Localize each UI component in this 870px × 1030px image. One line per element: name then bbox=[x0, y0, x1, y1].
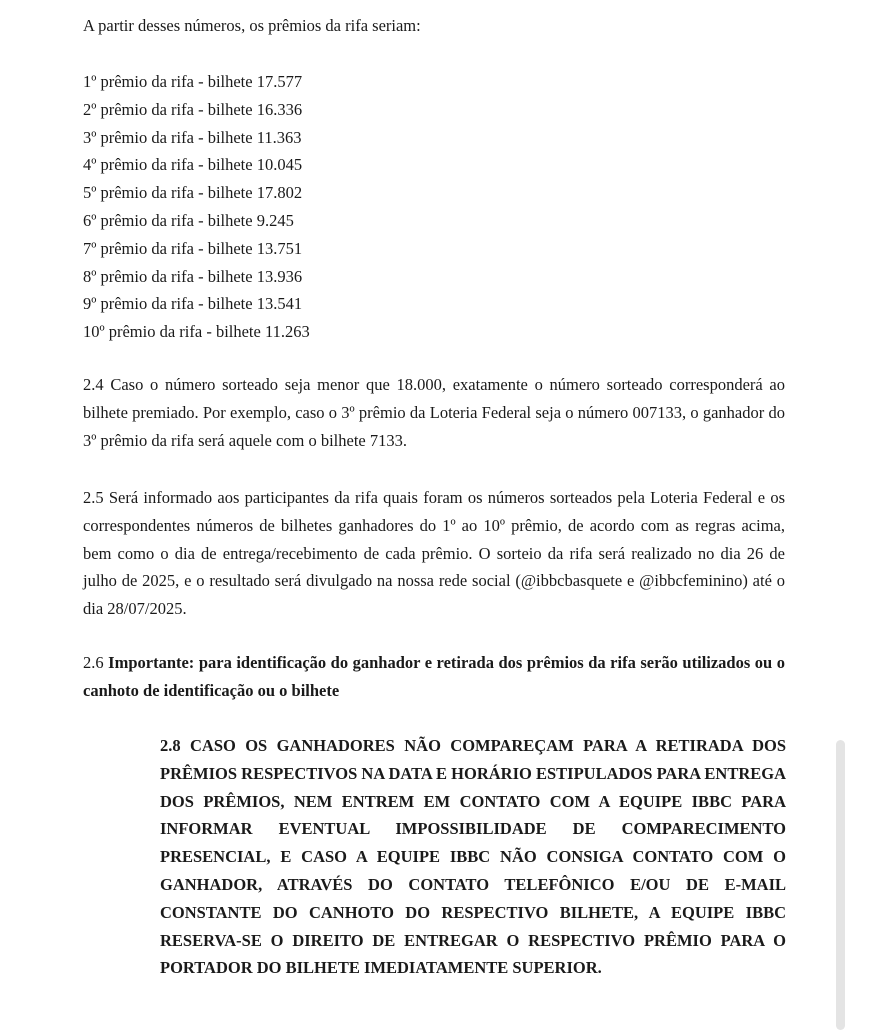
prize-item-4: 4º prêmio da rifa - bilhete 10.045 bbox=[83, 155, 303, 175]
prize-item-8: 8º prêmio da rifa - bilhete 13.936 bbox=[83, 266, 303, 286]
section-2-8: 2.8 CASO OS GANHADORES NÃO COMPAREÇAM PARA A RETIRADA DOS PRÊMIOS RESPECTIVOS NA DATA E HORÁRIO ESTIPULADOS PARA ENTREGA DOS PRÊMIOS, NEM ENTREM EM CONTATO COM A EQUIPE IBBC PARA INFORMAR EVENTUAL IMPOSSIBILIDADE DE COMPARECIMENTO PRESENCIAL, E CASO A EQUIPE IBBC NÃO CONSIGA CONTATO COM O GANHADOR, ATRAVÉS DO CONTATO TELEFÔNICO E/OU DE E-MAIL CONSTANTE DO CANHOTO DO RESPECTIVO BILHETE, A EQUIPE IBBC RESERVA-SE O DIREITO DE ENTREGAR O RESPECTIVO PRÊMIO PARA O PORTADOR DO BILHETE IMEDIATAMENTE SUPERIOR. bbox=[160, 736, 786, 978]
prize-item-2: 2º prêmio da rifa - bilhete 16.336 bbox=[83, 99, 303, 119]
prize-item-9: 9º prêmio da rifa - bilhete 13.541 bbox=[83, 294, 303, 314]
prize-item-1: 1º prêmio da rifa - bilhete 17.577 bbox=[83, 72, 303, 91]
section-2-5: 2.5 Será informado aos participantes da rifa quais foram os números sorteados pela Loteria Federal e os correspondentes números de bilhetes ganhadores do 1º ao 10º prêmio, de acordo com as regras acima, bem como o dia de entrega/recebimento de cada prêmio. O sorteio da rifa será realizado no dia 26 de julho de 2025, e o resultado será divulgado na nossa rede social (@ibbcbasquete e @ibbcfeminino) até o dia 28/07/2025. bbox=[83, 488, 785, 619]
section-2-4: 2.4 Caso o número sorteado seja menor que 18.000, exatamente o número sorteado corresponderá ao bilhete premiado. Por exemplo, caso o 3º prêmio da Loteria Federal seja o número 007133, o ganhador do 3º prêmio da rifa será aquele com o bilhete 7133. bbox=[83, 375, 785, 450]
prize-list bbox=[83, 68, 310, 346]
prize-item-10: 10º prêmio da rifa - bilhete 11.263 bbox=[83, 322, 310, 342]
prize-item-3: 3º prêmio da rifa - bilhete 11.363 bbox=[83, 127, 302, 147]
intro-text: A partir desses números, os prêmios da rifa seriam: bbox=[83, 16, 421, 35]
scrollbar[interactable] bbox=[836, 740, 845, 1030]
prize-item-5: 5º prêmio da rifa - bilhete 17.802 bbox=[83, 183, 303, 203]
prize-item-6: 6º prêmio da rifa - bilhete 9.245 bbox=[83, 210, 294, 230]
section-2-6 bbox=[83, 649, 785, 705]
prize-item-7: 7º prêmio da rifa - bilhete 13.751 bbox=[83, 238, 303, 258]
section-2-6-text: Importante: para identificação do ganhador e retirada dos prêmios da rifa serão utilizados ou o canhoto de identificação ou o bilhete bbox=[83, 653, 785, 700]
section-2-6-number: 2.6 bbox=[83, 653, 104, 672]
